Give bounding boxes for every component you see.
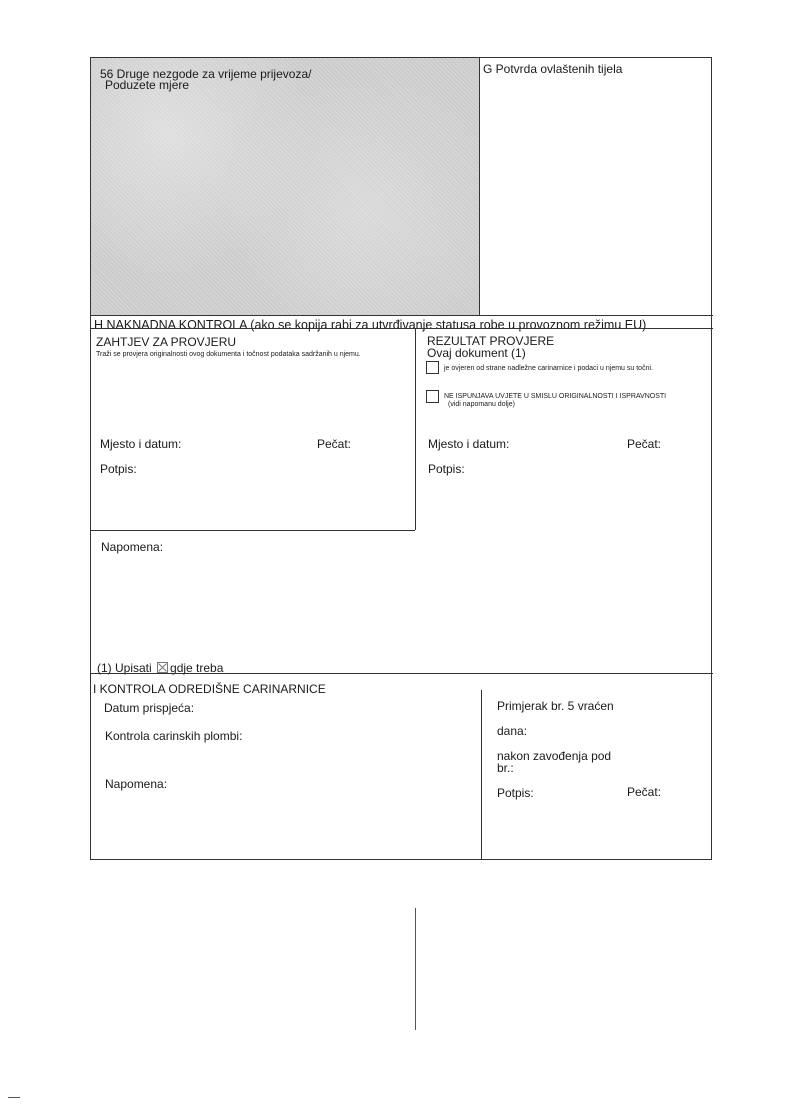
request-place-date-label: Mjesto i datum: [100,437,182,451]
i-stamp-label: Pečat: [627,785,662,799]
customs-form [90,57,712,860]
crossed-box-icon [157,662,168,673]
after-registration-line2: br.: [497,761,514,775]
h-note-label: Napomena: [101,540,164,554]
seal-control-label: Kontrola carinskih plombi: [105,729,243,743]
section-g-label: G Potvrda ovlaštenih tijela [483,62,623,76]
result-signature-label: Potpis: [428,462,465,476]
arrival-date-label: Datum prispjeća: [104,701,195,715]
result-option-valid: je ovjeren od strane nadležne carinarnice i podaci u njemu su točni. [444,365,653,372]
corner-mark [8,1097,20,1098]
section-56-label-line1: 56 Druge nezgode za vrijeme prijevoza/ [100,67,312,81]
footnote-suffix: gdje treba [170,661,224,675]
divider-h-title [91,328,713,329]
divider-request-result [415,328,416,530]
i-note-label: Napomena: [105,777,168,791]
divider-top-h [91,315,713,316]
result-invalid-checkbox[interactable] [426,390,439,403]
section-56-label-line2: Poduzete mjere [105,78,190,92]
divider-i-columns [481,690,482,860]
section-i-title: I KONTROLA ODREDIŠNE CARINARNICE [93,682,326,696]
result-option-invalid-line2: (vidi napomanu dolje) [448,401,515,408]
request-text: Traži se provjera originalnosti ovog dokumenta i točnost podataka sadržanih u njemu. [96,351,361,358]
result-option-invalid-line1: NE ISPUNJAVA UVJETE U SMISLU ORIGINALNOSTI I ISPRAVNOSTI [444,393,667,400]
after-registration-line1: nakon zavođenja pod [497,749,612,763]
request-signature-label: Potpis: [100,462,137,476]
section-h-title: H NAKNADNA KONTROLA (ako se kopija rabi za utvrđivanje statusa robe u provoznom režimu EU) [94,318,647,332]
divider-request-bottom [91,530,415,531]
section-56-shaded-area [91,58,479,315]
i-signature-label: Potpis: [497,786,534,800]
request-stamp-label: Pečat: [317,437,352,451]
fold-line [415,908,416,1030]
result-valid-checkbox[interactable] [426,361,439,374]
copy-returned-label: Primjerak br. 5 vraćen [497,699,614,713]
result-subheading: Ovaj dokument (1) [427,346,526,360]
divider-top-i [91,673,713,674]
on-date-label: dana: [497,724,528,738]
result-heading: REZULTAT PROVJERE [427,334,555,348]
result-stamp-label: Pečat: [627,437,662,451]
divider-56-g [479,58,480,315]
footnote-prefix: (1) Upisati [97,661,152,675]
result-place-date-label: Mjesto i datum: [428,437,510,451]
request-heading: ZAHTJEV ZA PROVJERU [96,335,237,349]
